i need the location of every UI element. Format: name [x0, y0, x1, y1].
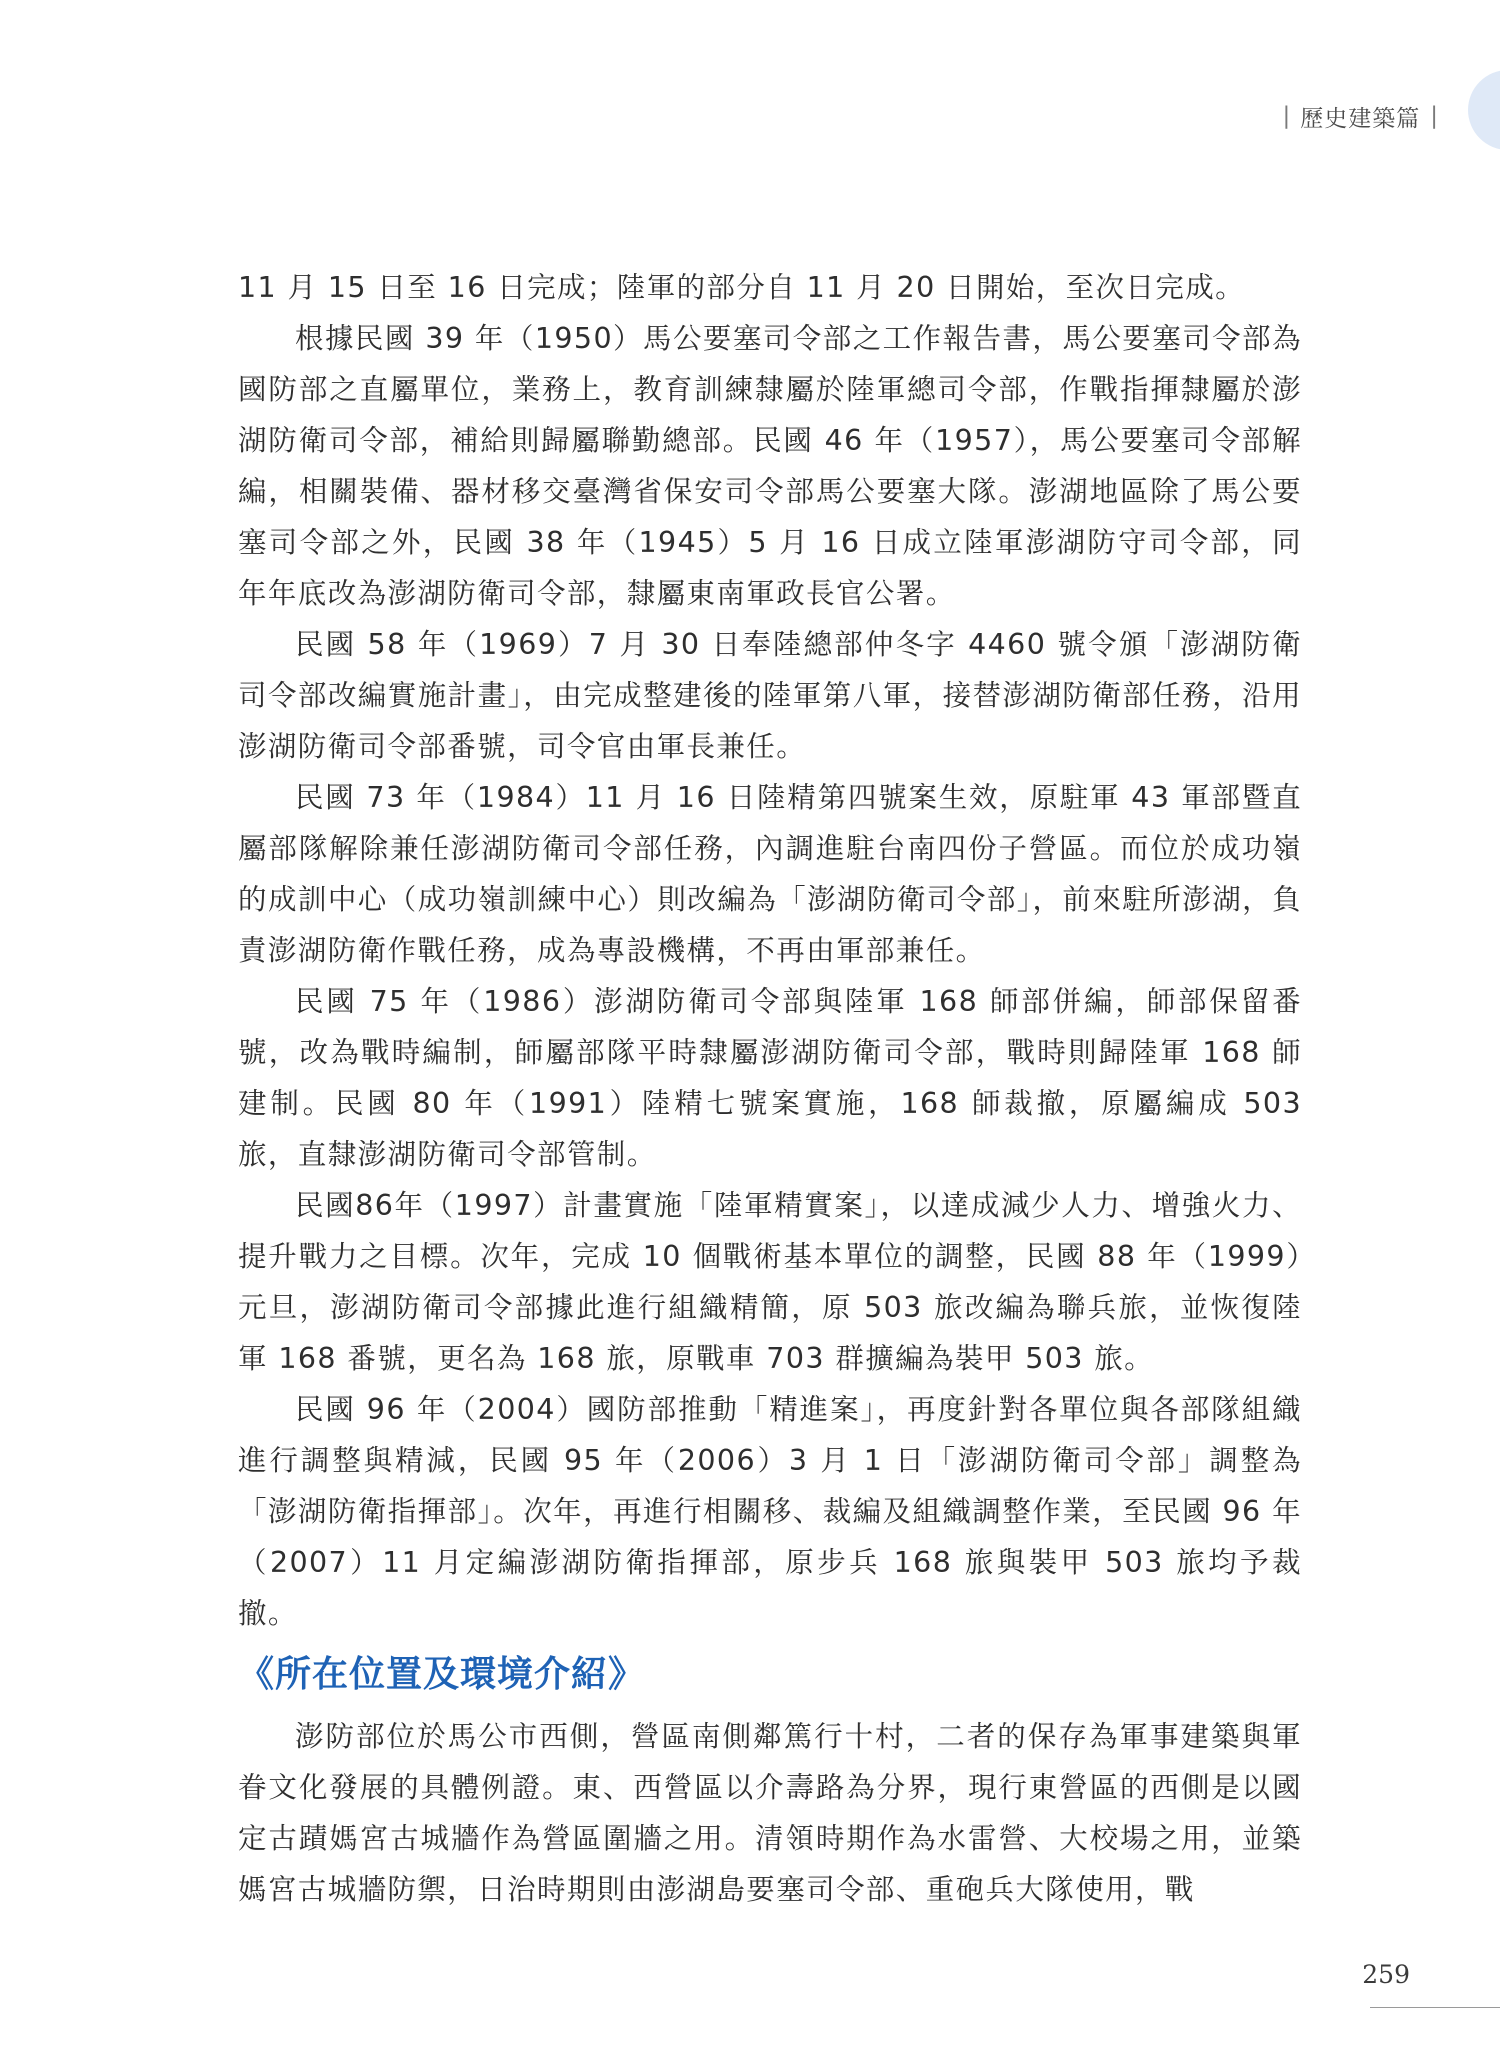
paragraph: 民國 73 年（1984）11 月 16 日陸精第四號案生效，原駐軍 43 軍部暨直屬部隊解除兼任澎湖防衛司令部任務，內調進駐台南四份子營區。而位於成功嶺的成訓中心（成功嶺訓練中心）則改編為「澎湖防衛司令部」，前來駐所澎湖，負責澎湖防衛作戰任務，成為專設機構，不再由軍部兼任。 — [238, 781, 1302, 967]
page-number: 259 — [1362, 1960, 1410, 1989]
chapter-tab — [1468, 70, 1500, 150]
header-separator-left: | — [1282, 103, 1291, 129]
paragraph: 澎防部位於馬公市西側，營區南側鄰篤行十村，二者的保存為軍事建築與軍眷文化發展的具體例證。東、西營區以介壽路為分界，現行東營區的西側是以國定古蹟媽宮古城牆作為營區圍牆之用。清領時期作為水雷營、大校場之用，並築媽宮古城牆防禦，日治時期則由澎湖島要塞司令部、重砲兵大隊使用，戰 — [238, 1720, 1302, 1906]
paragraph: 民國86年（1997）計畫實施「陸軍精實案」，以達成減少人力、增強火力、提升戰力之目標。次年，完成 10 個戰術基本單位的調整，民國 88 年（1999）元旦，澎湖防衛司令部據此進行組織精簡，原 503 旅改編為聯兵旅，並恢復陸軍 168 番號，更名為 168 旅，原戰車 703 群擴編為裝甲 503 旅。 — [238, 1189, 1302, 1375]
header-separator-right: | — [1430, 103, 1438, 129]
paragraph: 根據民國 39 年（1950）馬公要塞司令部之工作報告書，馬公要塞司令部為國防部之直屬單位，業務上，教育訓練隸屬於陸軍總司令部，作戰指揮隸屬於澎湖防衛司令部，補給則歸屬聯勤總部。民國 46 年（1957），馬公要塞司令部解編，相關裝備、器材移交臺灣省保安司令部馬公要塞大隊。澎湖地區除了馬公要塞司令部之外，民國 38 年（1945）5 月 16 日成立陸軍澎湖防守司令部，同年年底改為澎湖防衛司令部，隸屬東南軍政長官公署。 — [238, 322, 1302, 610]
running-header — [1273, 96, 1449, 136]
paragraph: 民國 96 年（2004）國防部推動「精進案」，再度針對各單位與各部隊組織進行調整與精減，民國 95 年（2006）3 月 1 日「澎湖防衛司令部」調整為「澎湖防衛指揮部」。次年，再進行相關移、裁編及組織調整作業，至民國 96 年（2007）11 月定編澎湖防衛指揮部，原步兵 168 旅與裝甲 503 旅均予裁撤。 — [238, 1393, 1302, 1630]
section-label: 歷史建築篇 — [1300, 105, 1421, 132]
paragraph: 民國 75 年（1986）澎湖防衛司令部與陸軍 168 師部併編，師部保留番號，改為戰時編制，師屬部隊平時隸屬澎湖防衛司令部，戰時則歸陸軍 168 師建制。民國 80 年（1991）陸精七號案實施，168 師裁撤，原屬編成 503 旅，直隸澎湖防衛司令部管制。 — [238, 985, 1302, 1171]
footer-rule — [1370, 2007, 1500, 2008]
body-text — [238, 262, 1302, 1915]
paragraph: 民國 58 年（1969）7 月 30 日奉陸總部仲冬字 4460 號令頒「澎湖防衛司令部改編實施計畫」，由完成整建後的陸軍第八軍，接替澎湖防衛部任務，沿用澎湖防衛司令部番號，司令官由軍長兼任。 — [238, 628, 1302, 763]
paragraph-continued: 11 月 15 日至 16 日完成；陸軍的部分自 11 月 20 日開始，至次日完成。 — [238, 271, 1246, 304]
section-heading: 《所在位置及環境介紹》 — [238, 1654, 646, 1695]
